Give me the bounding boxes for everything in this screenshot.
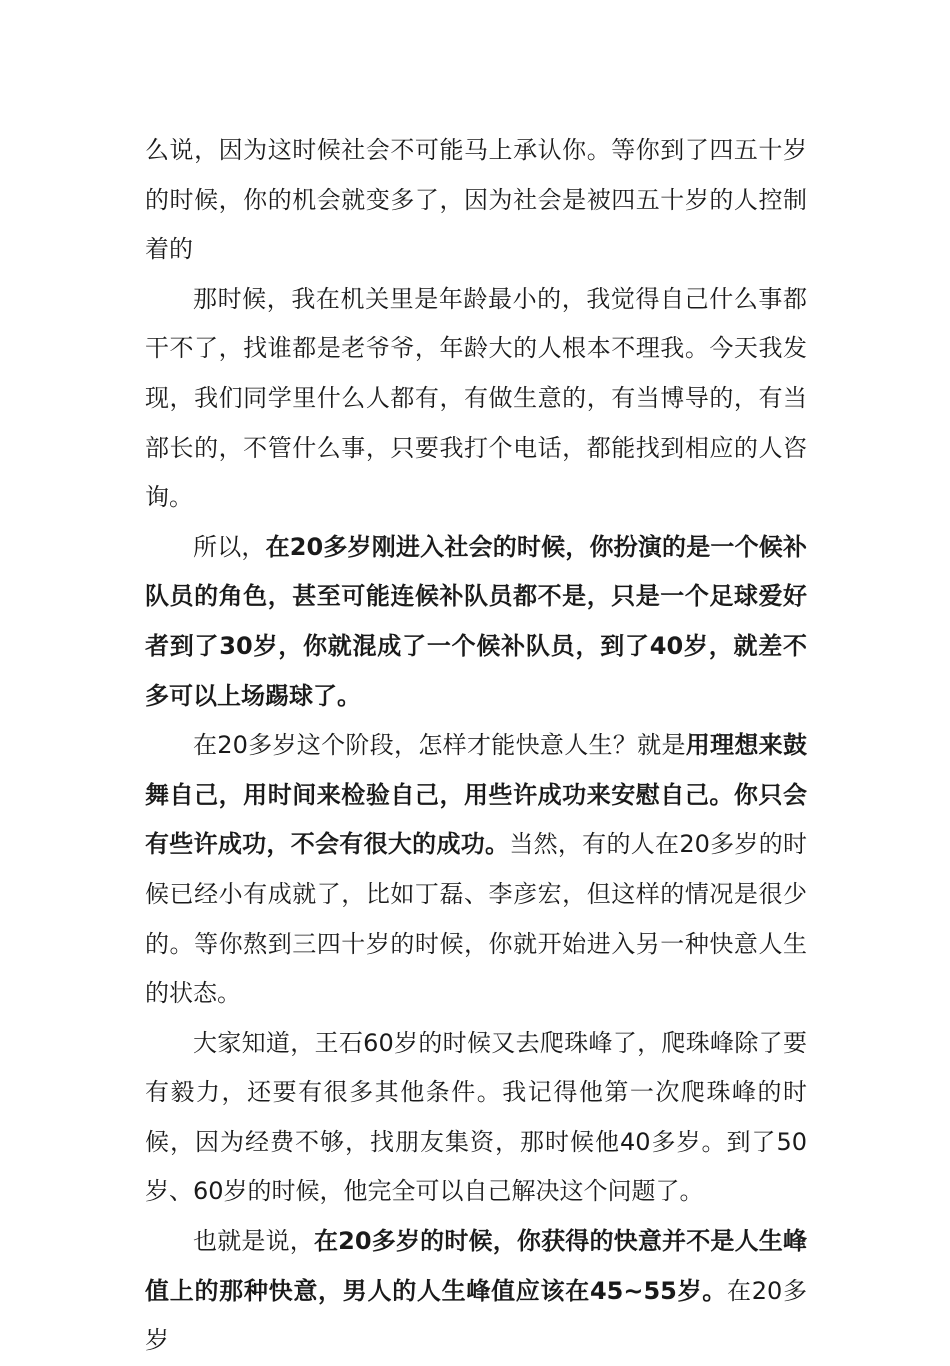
paragraph-4-text-end: 当然，有的人在20多岁的时候已经小有成就了，比如丁磊、李彦宏，但这样的情况是很少的。等你熬到三四十岁的时候，你就开始进入另一种快意人生的状态。 — [145, 830, 808, 1008]
document-page — [145, 126, 807, 1366]
paragraph-4-bold-text: 用理想来鼓舞自己，用时间来检验自己，用些许成功来安慰自己。你只会有些许成功，不会有很大的成功。 — [145, 731, 807, 859]
paragraph-3-text: 所以， — [193, 532, 266, 561]
paragraph-4-text: 在20多岁这个阶段，怎样才能快意人生？就是 — [193, 731, 686, 760]
paragraph-2 — [145, 275, 807, 523]
paragraph-2-text: 那时候，我在机关里是年龄最小的，我觉得自己什么事都干不了，找谁都是老爷爷，年龄大的人根本不理我。今天我发现，我们同学里什么人都有，有做生意的，有当博导的，有当部长的，不管什么事，只要我打个电话，都能找到相应的人咨询。 — [145, 284, 807, 512]
paragraph-6-bold-text: 在20多岁的时候，你获得的快意并不是人生峰值上的那种快意，男人的人生峰值应该在45~55岁。 — [145, 1227, 808, 1305]
paragraph-4 — [145, 721, 807, 1019]
paragraph-3 — [145, 523, 807, 721]
paragraph-6-text-end: 在20多岁 — [145, 1276, 807, 1355]
paragraph-3-bold-text: 在20多岁刚进入社会的时候，你扮演的是一个候补队员的角色，甚至可能连候补队员都不是，只是一个足球爱好者到了30岁，你就混成了一个候补队员，到了40岁，就差不多可以上场踢球了。 — [145, 532, 807, 710]
paragraph-1-text: 么说，因为这时候社会不可能马上承认你。等你到了四五十岁的时候，你的机会就变多了，因为社会是被四五十岁的人控制着的 — [145, 136, 807, 264]
paragraph-5-text: 大家知道，王石60岁的时候又去爬珠峰了，爬珠峰除了要有毅力，还要有很多其他条件。我记得他第一次爬珠峰的时候，因为经费不够，找朋友集资，那时候他40多岁。到了50岁、60岁的时候，他完全可以自己解决这个问题了。 — [145, 1028, 807, 1206]
paragraph-6-text: 也就是说， — [193, 1227, 314, 1256]
paragraph-1 — [145, 126, 807, 275]
paragraph-5 — [145, 1019, 807, 1217]
